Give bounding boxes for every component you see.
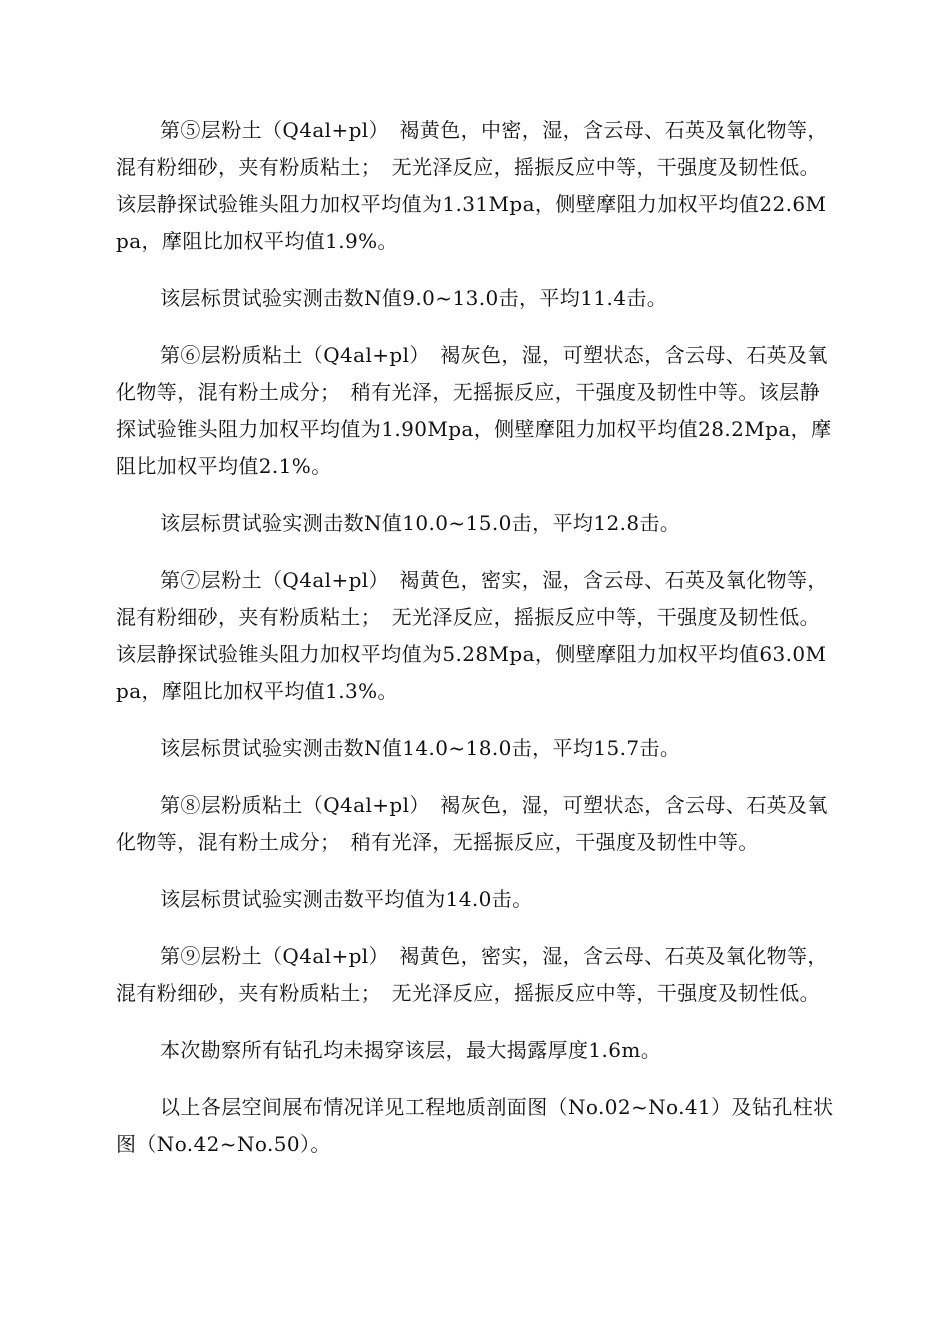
paragraph-layer-8: 第⑧层粉质粘土（Q4al+pl） 褐灰色，湿，可塑状态，含云母、石英及氧化物等，混有粉土成分； 稍有光泽，无摇振反应，干强度及韧性中等。 <box>116 793 828 854</box>
paragraph-layer-5-spt: 该层标贯试验实测击数N值9.0~13.0击，平均11.4击。 <box>160 286 668 310</box>
document-body <box>116 112 834 1181</box>
paragraph-exposure-thickness: 本次勘察所有钻孔均未揭穿该层，最大揭露厚度1.6m。 <box>160 1038 662 1062</box>
paragraph-layer-6: 第⑥层粉质粘土（Q4al+pl） 褐灰色，湿，可塑状态，含云母、石英及氧化物等，混有粉土成分； 稍有光泽，无摇振反应，干强度及韧性中等。该层静探试验锥头阻力加权平均值为1.90Mpa，侧壁摩阻力加权平均值28.2Mpa，摩阻比加权平均值2.1%。 <box>116 343 832 478</box>
paragraph-reference-drawings: 以上各层空间展布情况详见工程地质剖面图（No.02~No.41）及钻孔柱状图（No.42~No.50）。 <box>116 1095 834 1156</box>
paragraph-layer-5: 第⑤层粉土（Q4al+pl） 褐黄色，中密，湿，含云母、石英及氧化物等，混有粉细砂，夹有粉质粘土； 无光泽反应，摇振反应中等，干强度及韧性低。该层静探试验锥头阻力加权平均值为1.31Mpa，侧壁摩阻力加权平均值22.6Mpa，摩阻比加权平均值1.9%。 <box>116 118 828 253</box>
paragraph-layer-8-spt: 该层标贯试验实测击数平均值为14.0击。 <box>160 887 533 911</box>
paragraph-layer-9: 第⑨层粉土（Q4al+pl） 褐黄色，密实，湿，含云母、石英及氧化物等，混有粉细砂，夹有粉质粘土； 无光泽反应，摇振反应中等，干强度及韧性低。 <box>116 944 828 1005</box>
paragraph-layer-6-spt: 该层标贯试验实测击数N值10.0~15.0击，平均12.8击。 <box>160 511 681 535</box>
paragraph-layer-7-spt: 该层标贯试验实测击数N值14.0~18.0击，平均15.7击。 <box>160 736 681 760</box>
paragraph-layer-7: 第⑦层粉土（Q4al+pl） 褐黄色，密实，湿，含云母、石英及氧化物等，混有粉细砂，夹有粉质粘土； 无光泽反应，摇振反应中等，干强度及韧性低。该层静探试验锥头阻力加权平均值为5.28Mpa，侧壁摩阻力加权平均值63.0Mpa，摩阻比加权平均值1.3%。 <box>116 568 828 703</box>
